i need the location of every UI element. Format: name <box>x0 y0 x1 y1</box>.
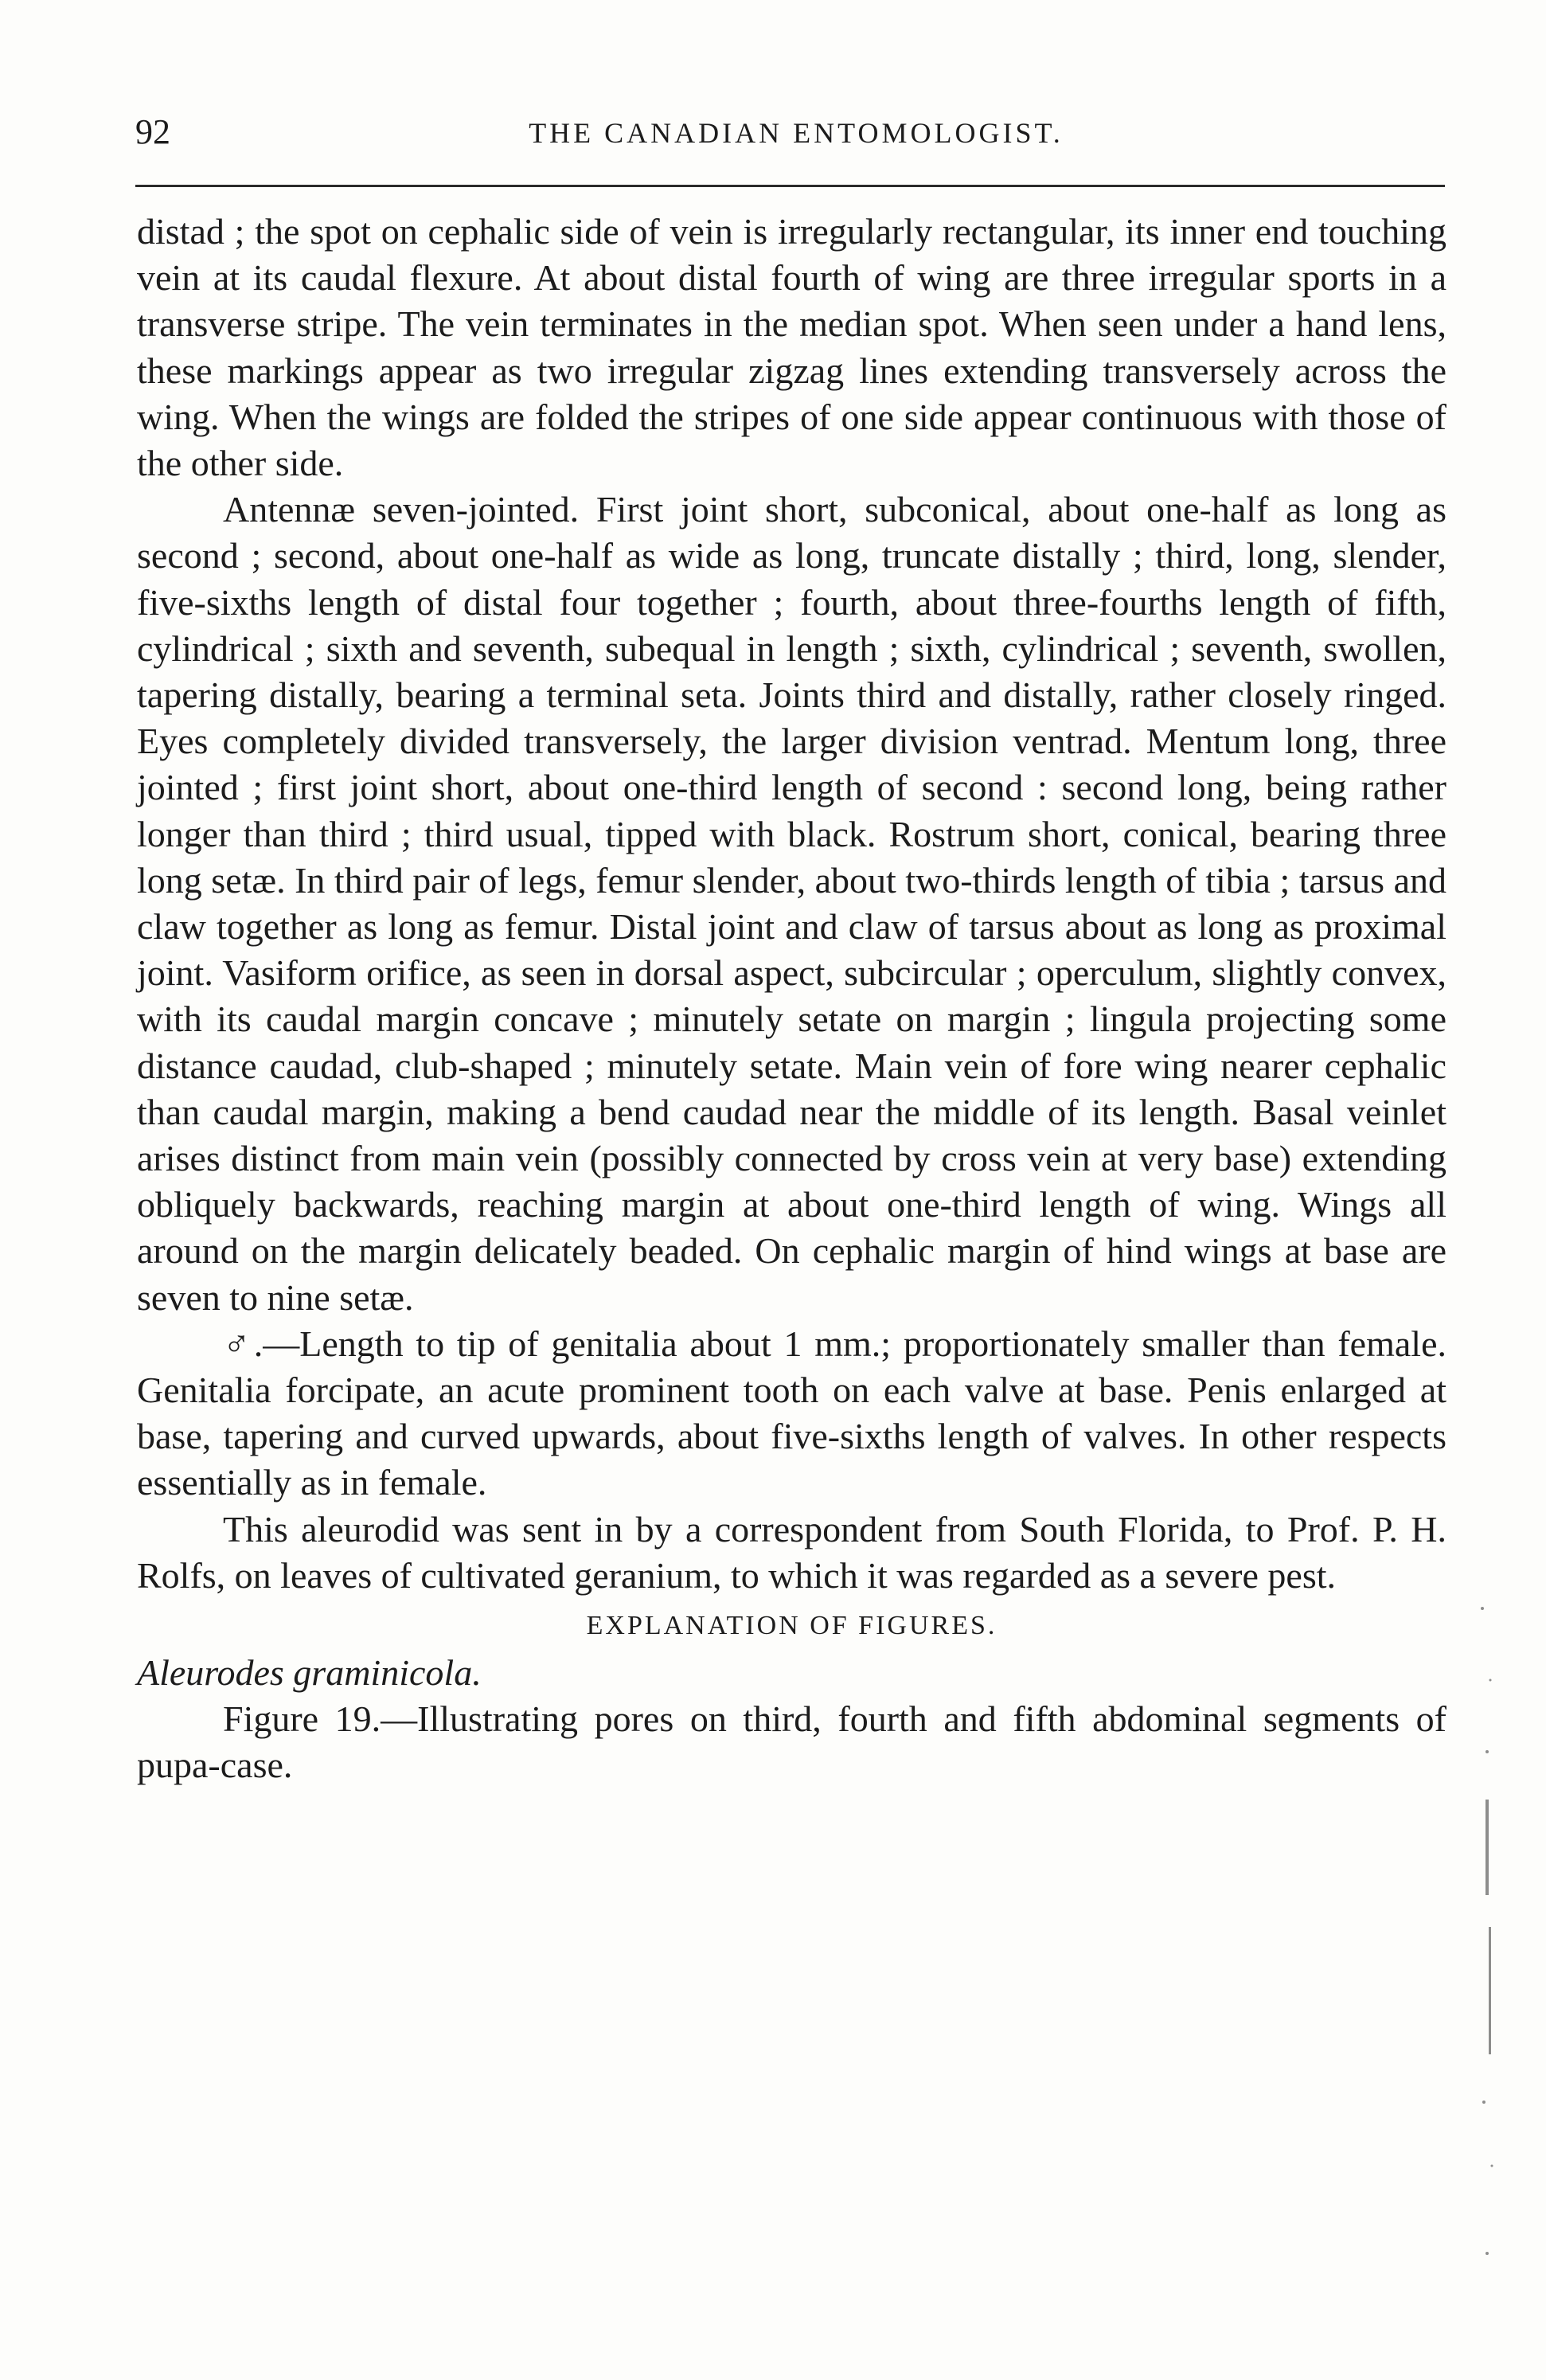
paragraph-continuation: distad ; the spot on cephalic side of vein is irregularly rectangular, its inner end touching vein at its caudal flexure. At about distal fourth of wing are three irregular sports in a transverse stripe. The vein terminates in the median spot. When seen under a hand lens, these markings appear as two irregular zigzag lines extending transversely across the wing. When the wings are folded the stripes of one side appear continuous with those of the other side. <box>137 211 1446 484</box>
page-header <box>135 111 1457 159</box>
paragraph-male-text: .—Length to tip of genitalia about 1 mm.; proportionately smaller than female. Genitalia forcipate, an acute prominent tooth on each valve at base. Penis enlarged at base, tapering and curved upwards, about five-sixths length of valves. In other respects essentially as in female. <box>137 1323 1446 1503</box>
male-symbol: ♂ <box>223 1323 254 1364</box>
header-rule <box>135 185 1445 187</box>
figure-caption: Figure 19.—Illustrating pores on third, fourth and fifth abdominal segments of pupa-case. <box>137 1698 1446 1786</box>
figures-heading: EXPLANATION OF FIGURES. <box>586 1611 997 1641</box>
paragraph-antennae: Antennæ seven-jointed. First joint short, subconical, about one-half as long as second ; second, about one-half as wide as long, truncate distally ; third, long, slender, five-sixths length of distal four together ; fourth, about three-fourths length of fifth, cylindrical ; sixth and seventh, subequal in length ; sixth, cylindrical ; seventh, swollen, tapering distally, bearing a terminal seta. Joints third and distally, rather closely ringed. Eyes completely divided transversely, the larger division ventrad. Mentum long, three jointed ; first joint short, about one-third length of second : second long, being rather longer than third ; third usual, tipped with black. Rostrum short, conical, bearing three long setæ. In third pair of legs, femur slender, about two-thirds length of tibia ; tarsus and claw together as long as femur. Distal joint and claw of tarsus about as long as proximal joint. Vasiform orifice, as seen in dorsal aspect, subcircular ; operculum, slightly convex, with its caudal margin concave ; minutely setate on margin ; lingula projecting some distance caudad, club-shaped ; minutely setate. Main vein of fore wing nearer cephalic than caudal margin, making a bend caudad near the middle of its length. Basal veinlet arises distinct from main vein (possibly connected by cross vein at very base) extending obliquely backwards, reaching margin at about one-third length of wing. Wings all around on the margin delicately beaded. On cephalic margin of hind wings at base are seven to nine setæ. <box>137 489 1446 1318</box>
page-number: 92 <box>135 112 170 151</box>
paragraph-source: This aleurodid was sent in by a correspondent from South Florida, to Prof. P. H. Rolfs, on leaves of cultivated geranium, to which it was regarded as a severe pest. <box>137 1508 1446 1596</box>
species-name: Aleurodes graminicola. <box>137 1652 482 1694</box>
margin-speckle <box>1473 1593 1505 2309</box>
body-text <box>137 209 1446 1789</box>
running-title: THE CANADIAN ENTOMOLOGIST. <box>529 117 1064 149</box>
paragraph-male <box>137 1321 1446 1507</box>
